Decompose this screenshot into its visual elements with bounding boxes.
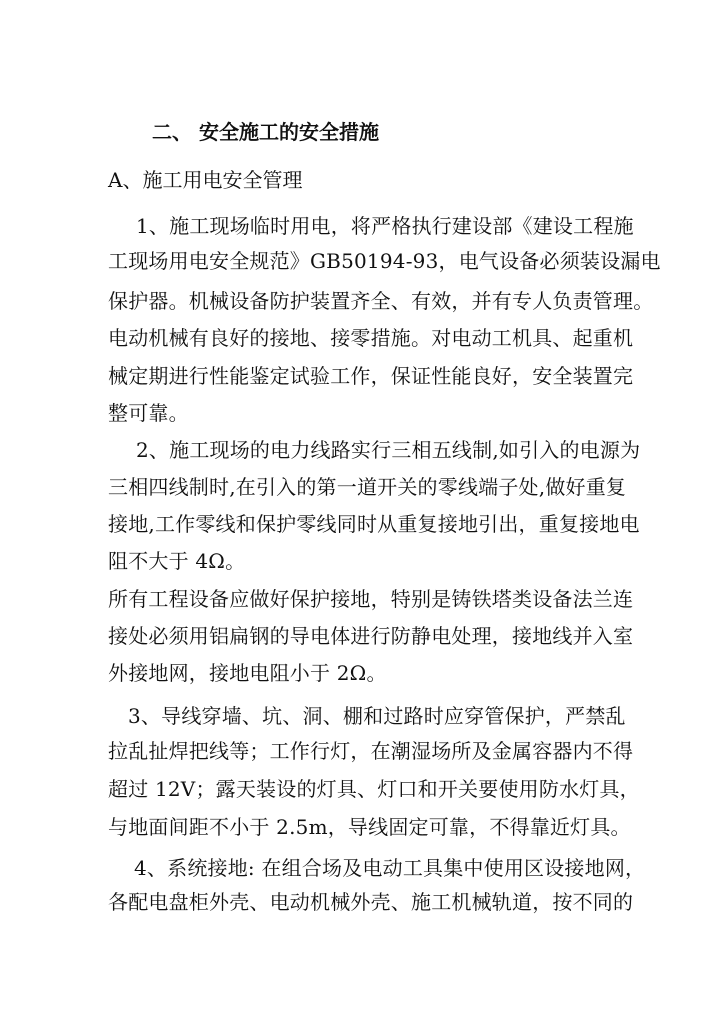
paragraph-line: 械定期进行性能鉴定试验工作，保证性能良好，安全装置完: [108, 364, 634, 388]
section-heading: 二、 安全施工的安全措施: [152, 120, 379, 144]
paragraph-line: 接处必须用铝扁钢的导电体进行防静电处理，接地线并入室: [108, 624, 634, 648]
paragraph-line: 1、施工现场临时用电，将严格执行建设部《建设工程施: [136, 214, 634, 238]
subsection-heading: A、施工用电安全管理: [108, 168, 303, 192]
paragraph-line: 4、系统接地: 在组合场及电动工具集中使用区设接地网，: [134, 856, 646, 880]
paragraph-line: 保护器。机械设备防护装置齐全、有效，并有专人负责管理。: [108, 289, 654, 313]
paragraph-line: 接地,工作零线和保护零线同时从重复接地引出，重复接地电: [108, 512, 640, 536]
paragraph-line: 2、施工现场的电力线路实行三相五线制,如引入的电源为: [136, 438, 641, 462]
paragraph-line: 工现场用电安全规范》GB50194-93，电气设备必须装设漏电: [108, 249, 661, 273]
paragraph-line: 阻不大于 4Ω。: [108, 549, 246, 573]
paragraph-line: 外接地网，接地电阻小于 2Ω。: [108, 661, 387, 685]
paragraph-line: 三相四线制时,在引入的第一道开关的零线端子处,做好重复: [108, 475, 627, 499]
paragraph-line: 所有工程设备应做好保护接地，特别是铸铁塔类设备法兰连: [108, 587, 634, 611]
paragraph-line: 与地面间距不小于 2.5m，导线固定可靠，不得靠近灯具。: [108, 815, 631, 839]
paragraph-line: 整可靠。: [108, 401, 189, 425]
paragraph-line: 电动机械有良好的接地、接零措施。对电动工机具、起重机: [108, 326, 634, 350]
paragraph-line: 拉乱扯焊把线等；工作行灯，在潮湿场所及金属容器内不得: [108, 739, 634, 763]
paragraph-line: 3、导线穿墙、坑、洞、棚和过路时应穿管保护，严禁乱: [128, 704, 626, 728]
paragraph-line: 各配电盘柜外壳、电动机械外壳、施工机械轨道，按不同的: [108, 890, 634, 914]
paragraph-line: 超过 12V；露天装设的灯具、灯口和开关要使用防水灯具，: [108, 777, 640, 801]
